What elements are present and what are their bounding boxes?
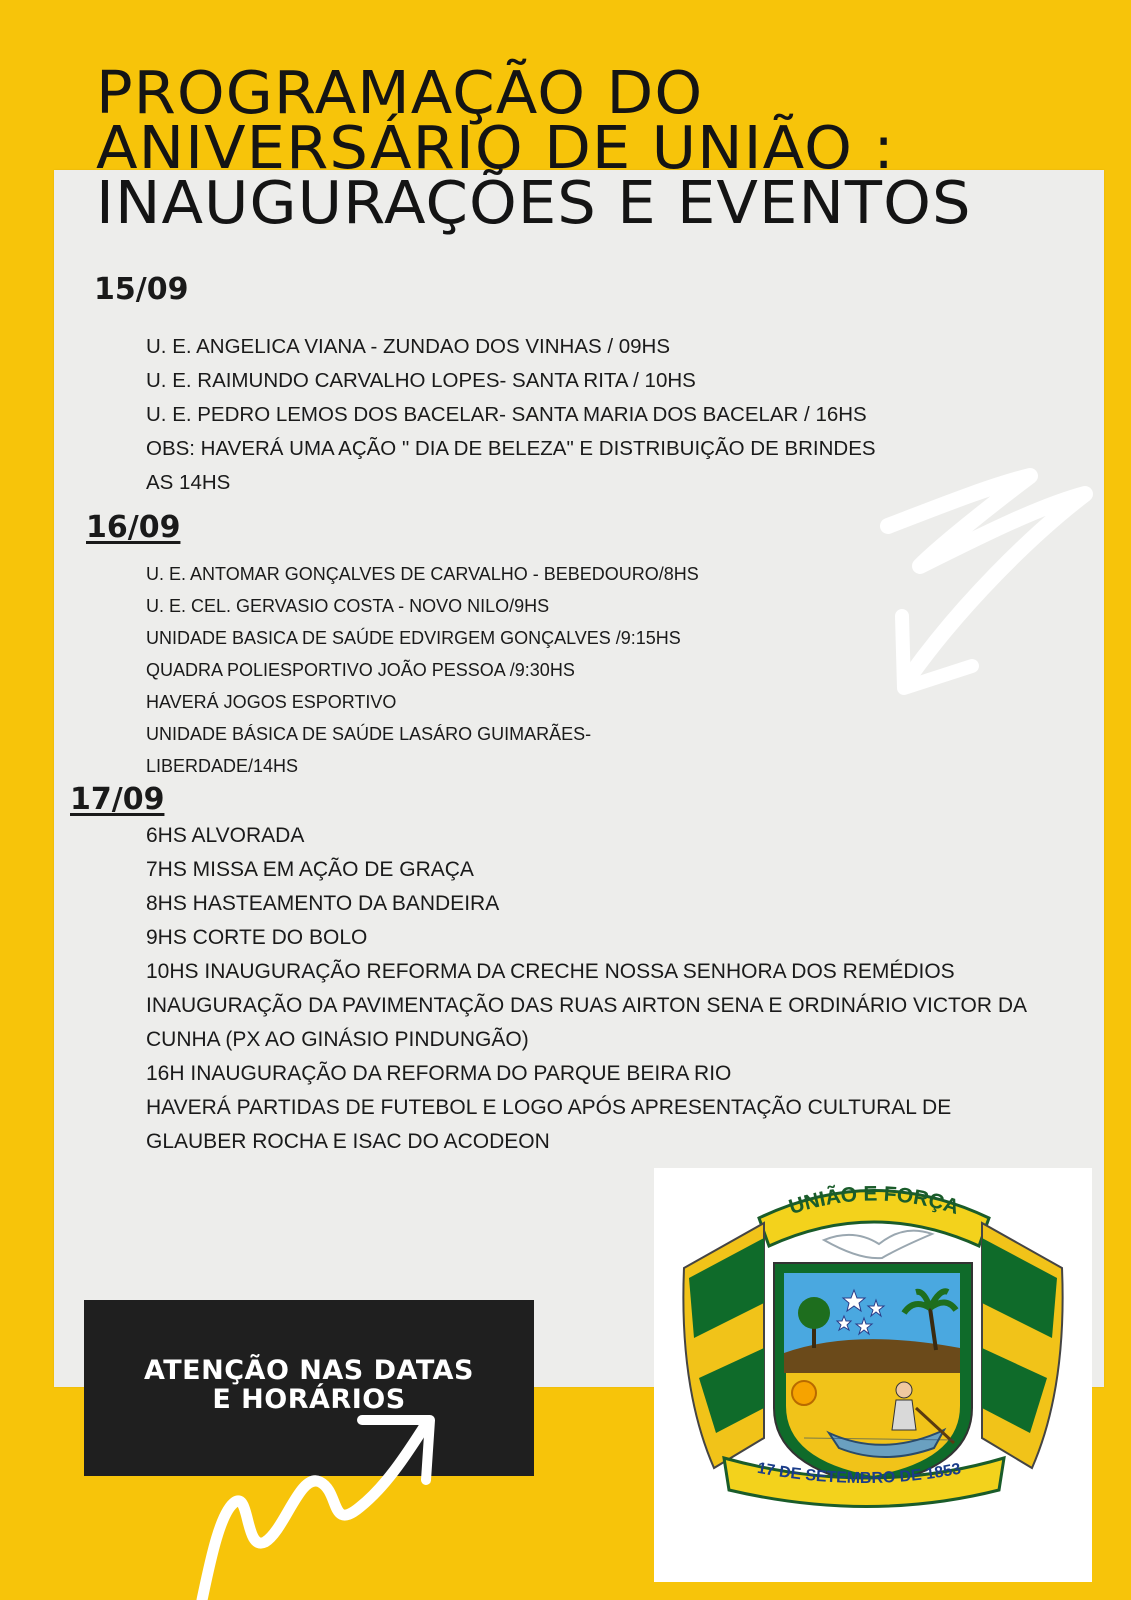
founding-date-text: 17 DE SETEMBRO DE 1853 [755, 1459, 963, 1488]
list-item: UNIDADE BÁSICA DE SAÚDE LASÁRO GUIMARÃES- [146, 724, 592, 744]
list-item: U. E. CEL. GERVASIO COSTA - NOVO NILO/9HS [146, 596, 550, 616]
day-15-09-list [146, 330, 876, 500]
day-heading-17-09: 17/09 [70, 782, 165, 817]
list-item: LIBERDADE/14HS [146, 756, 299, 776]
list-item: U. E. ANTOMAR GONÇALVES DE CARVALHO - BEBEDOURO/8HS [146, 564, 699, 584]
zigzag-arrow-icon [190, 1412, 450, 1600]
page-title [96, 58, 1126, 237]
list-item: 7HS MISSA EM AÇÃO DE GRAÇA [146, 858, 474, 881]
list-item: AS 14HS [146, 471, 231, 494]
list-item: U. E. PEDRO LEMOS DOS BACELAR- SANTA MARIA DOS BACELAR / 16HS [146, 403, 867, 426]
list-item: HAVERÁ PARTIDAS DE FUTEBOL E LOGO APÓS APRESENTAÇÃO CULTURAL DE [146, 1096, 952, 1119]
list-item: 6HS ALVORADA [146, 824, 305, 847]
emblem-card [654, 1168, 1092, 1582]
title-line-2: INAUGURAÇÕES E EVENTOS [96, 167, 972, 237]
list-item: 8HS HASTEAMENTO DA BANDEIRA [146, 892, 500, 915]
list-item: U. E. ANGELICA VIANA - ZUNDAO DOS VINHAS / 09HS [146, 335, 671, 358]
list-item: 9HS CORTE DO BOLO [146, 926, 368, 949]
banner-line-1: ATENÇÃO NAS DATAS [143, 1355, 475, 1386]
list-item: 10HS INAUGURAÇÃO REFORMA DA CRECHE NOSSA SENHORA DOS REMÉDIOS [146, 960, 955, 983]
banner-line-2: E HORÁRIOS [212, 1384, 406, 1415]
day-heading-15-09: 15/09 [94, 272, 189, 307]
list-item: CUNHA (PX AO GINÁSIO PINDUNGÃO) [146, 1028, 529, 1051]
list-item: UNIDADE BASICA DE SAÚDE EDVIRGEM GONÇALVES /9:15HS [146, 628, 681, 648]
list-item: OBS: HAVERÁ UMA AÇÃO " DIA DE BELEZA" E DISTRIBUIÇÃO DE BRINDES [146, 437, 876, 460]
coat-of-arms-icon [654, 1168, 1092, 1582]
motto-text: UNIÃO E FORÇA [786, 1182, 962, 1220]
list-item: U. E. RAIMUNDO CARVALHO LOPES- SANTA RITA / 10HS [146, 369, 696, 392]
list-item: INAUGURAÇÃO DA PAVIMENTAÇÃO DAS RUAS AIRTON SENA E ORDINÁRIO VICTOR DA [146, 994, 1028, 1017]
list-item: HAVERÁ JOGOS ESPORTIVO [146, 692, 397, 712]
list-item: QUADRA POLIESPORTIVO JOÃO PESSOA /9:30HS [146, 660, 575, 680]
list-item: GLAUBER ROCHA E ISAC DO ACODEON [146, 1130, 550, 1153]
list-item: 16H INAUGURAÇÃO DA REFORMA DO PARQUE BEIRA RIO [146, 1062, 732, 1085]
day-heading-16-09: 16/09 [86, 510, 181, 545]
day-17-09-list [146, 819, 1027, 1159]
title-line-1: PROGRAMAÇÃO DO ANIVERSÁRIO DE UNIÃO : [96, 58, 895, 182]
day-16-09-list [146, 558, 699, 782]
squiggle-arrow-icon [880, 466, 1120, 716]
